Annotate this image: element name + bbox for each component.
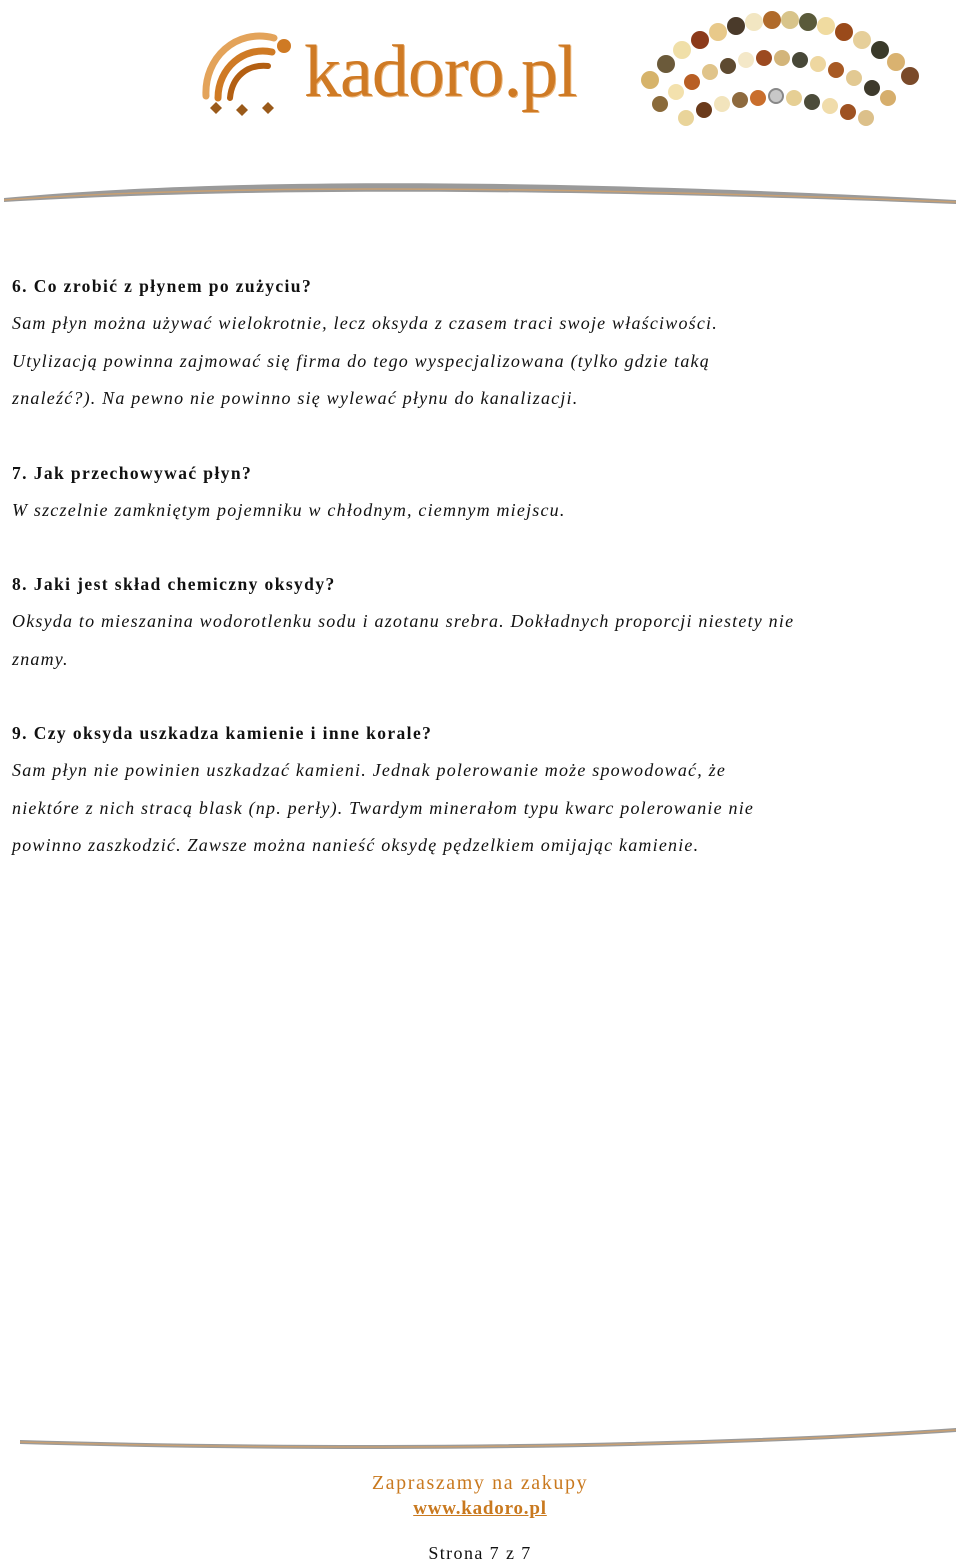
spacer	[12, 418, 930, 455]
faq-answer-line: znamy.	[12, 648, 69, 669]
page-number: Strona 7 z 7	[428, 1543, 532, 1563]
faq-answer-line: Utylizacją powinna zajmować się firma do tego wyspecjalizowana (tylko gdzie taką	[12, 350, 710, 371]
faq-question: 9. Czy oksyda uszkadza kamienie i inne korale?	[12, 723, 433, 743]
faq-answer-line: znaleźć?). Na pewno nie powinno się wylewać płynu do kanalizacji.	[12, 388, 579, 408]
footer-invite: Zapraszamy na zakupy	[371, 1472, 589, 1494]
faq-answer-line: Sam płyn można używać wielokrotnie, lecz oksyda z czasem traci swoje właściwości.	[12, 313, 718, 333]
spacer	[12, 529, 930, 566]
faq-section	[12, 715, 930, 865]
faq-question: 6. Co zrobić z płynem po zużyciu?	[12, 276, 313, 296]
footer-divider	[0, 1422, 960, 1456]
pearl-necklace-image	[630, 0, 930, 150]
header-divider	[0, 176, 960, 210]
faq-section	[12, 455, 930, 530]
faq-answer-line: niektóre z nich stracą blask (np. perły). Twardym minerałom typu kwarc polerowanie nie	[12, 797, 755, 818]
faq-answer-line: Oksyda to mieszanina wodorotlenku sodu i azotanu srebra. Dokładnych proporcji niestety nie	[12, 611, 795, 631]
faq-section	[12, 268, 930, 418]
faq-answer-line: W szczelnie zamkniętym pojemniku w chłodnym, ciemnym miejscu.	[12, 499, 566, 520]
faq-answer-line: powinno zaszkodzić. Zawsze można nanieść oksydę pędzelkiem omijając kamienie.	[12, 835, 700, 855]
faq-section	[12, 566, 930, 678]
logo-text: kadoro.pl	[304, 31, 577, 113]
page-header	[0, 0, 960, 210]
faq-question: 7. Jak przechowywać płyn?	[12, 462, 253, 483]
footer-website-link[interactable]: www.kadoro.pl	[413, 1498, 547, 1519]
kadoro-logo	[196, 18, 616, 128]
faq-answer-line: Sam płyn nie powinien uszkadzać kamieni. Jednak polerowanie może spowodować, że	[12, 760, 727, 780]
logo-swirl-icon	[196, 18, 306, 128]
page-footer	[0, 1470, 960, 1522]
spacer	[12, 678, 930, 715]
faq-content	[12, 268, 930, 865]
faq-question: 8. Jaki jest skład chemiczny oksydy?	[12, 574, 336, 594]
